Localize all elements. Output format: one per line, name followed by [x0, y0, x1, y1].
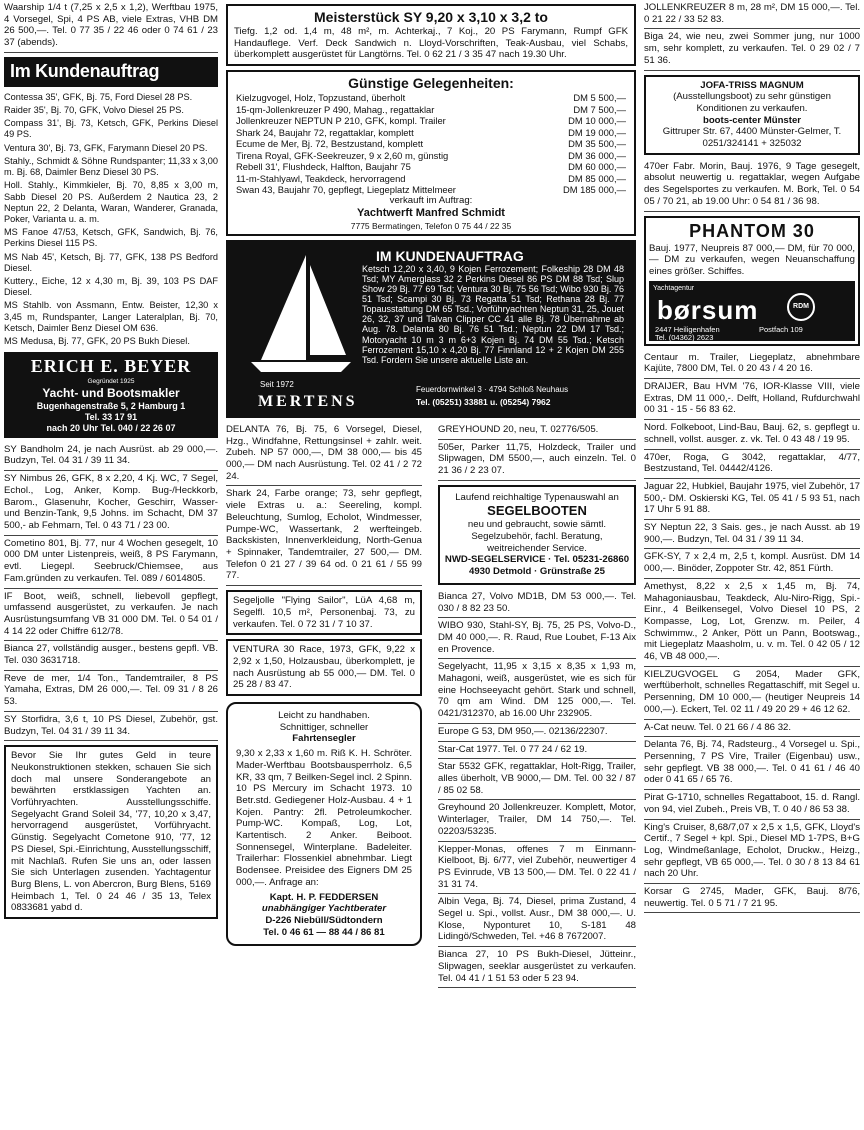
mertens-title: IM KUNDENAUFTRAG [376, 247, 524, 264]
typen-box [438, 485, 636, 585]
middle-right-subcolumn [438, 422, 636, 988]
row-desc: Jollenkreuzer NEPTUN P 210, GFK, kompl. Trailer [236, 115, 446, 127]
list-item: DRAIJER, Bau HVM '76, IOR-Klasse VIII, viele Extras, DM 11 000,-. Delft, Holland, Rufdurchwahl 00 31 - 15 - 56 83 62. [644, 379, 860, 420]
list-item: DELANTA 76, Bj. 75, 6 Vorsegel, Diesel, Hzg., Windfahne, Rettungsinsel + zahlr. weit. Zubeh. NP 57 000,—, DM 38 000,— bis 45 000,— DM nach Ausrüstung. Tel. 02 41 / 2 72 24. [226, 422, 422, 487]
list-item: MS Stahlb. von Assmann, Entw. Beister, 12,30 x 3,45 m, Rundspanter, Langer Lateralplan, Bj. 70, Ketsch, Daimler Benz Diesel OM 636. [4, 300, 218, 333]
borsum-box: Postfach 109 [759, 324, 803, 334]
list-item: 470er Fabr. Morin, Bauj. 1976, 9 Tage gesegelt, absolut neuwertig u. regattaklar, wegen Aufgabe des Segelsportes zu verkaufen. M. Bork, Tel. 0 54 05 / 70 21, ab 19.00 Uhr: 0 54 81 / 36 98. [644, 159, 860, 212]
guenstig-footer1: verkauft im Auftrag: [389, 195, 473, 207]
list-item: Reve de mer, 1/4 Ton., Tandemtrailer, 8 PS Yamaha, Extras, DM 26 000,—. Tel. 09 31 / 8 26 53. [4, 671, 218, 712]
list-item: Raider 35', Bj. 70, GFK, Volvo Diesel 25 PS. [4, 104, 184, 115]
list-item: Shark 24, Farbe orange; 73, sehr gepflegt, viele Extras u. a.: Seereling, kompl. Beleuchtung, Sumlog, Echolot, Windmesser, Pumpe-WC, Wassertank, 2 werfteingeb. Backskisten, Innenverkleidung, North-Genua + Spinnaker, Tandemtrailer, 27 500,— DM. Telefon 0 21 27 / 39 64 od. 0 21 61 / 55 99 77. [226, 486, 422, 586]
guenstig-box [226, 70, 636, 236]
table-row [236, 127, 626, 138]
mertens-body: Ketsch 12,20 x 3,40, 9 Kojen Ferrozement; Folkeship 28 DM 48 Tsd; MY Amerglass 32 2 Perkins Diesel 86 PS DM 88 Tsd; Slup Show 29 Bj. 77 69 Tsd; Ventura 30 Bj. 75 56 Tsd; Wibo 930 Bj. 76 51 Tsd; Scampi 30 Bj. 73 Regatta 51 Tsd; Rethana 28 Bj. 77 Topausstattung DM 65 Tsd.; Vorführyachten Neptun 31, 25, Jouet 26, 32, 37 und Talvan Clipper CC 41 alle Bj. 78 Übernahme ab Aug. 78. Delanta 80 Bj. 76 51 Tsd.; Neptun 22 DM 17 Tsd.; Motoryacht 10 m 3 m 6+3 Kojen Bj. 74 DM 55 Tsd.; Ketsch Ferrozement 15,10 x 4,20 Bj. 77 Finnland 12 + 2 Kojen DM 255 Tsd. Fordern Sie unsere aktuelle Liste an. [362, 263, 624, 365]
row-price: DM 85 000,— [568, 172, 626, 184]
list-item: Jaguar 22, Hubkiel, Baujahr 1975, viel Zubehör, 17 500,- DM. Oskierski KG, Tel. 05 41 / 5 93 51, nach 17 Uhr 5 91 88. [644, 479, 860, 520]
list-item: Star-Cat 1977. Tel. 0 77 24 / 62 19. [438, 742, 636, 760]
list-item: WIBO 930, Stahl-SY, Bj. 75, 25 PS, Volvo-D., DM 40 000,—. R. Raud, Rue Loubet, F-13 Aix en Provence. [438, 618, 636, 659]
mertens-address: Feuerdornwinkel 3 · 4794 Schloß Neuhaus [416, 384, 569, 394]
table-row [236, 150, 626, 161]
list-item: Delanta 76, Bj. 74, Radsteurg., 4 Vorsegel u. Spi., Persenning, 7 PS Vire, Trailer (Eigenbau) usw., sehr gepflegt. VB 38 000,—. Tel. 0 41 61 / 46 40 oder 0 41 65 / 65 76. [644, 737, 860, 790]
list-item: JOLLENKREUZER 8 m, 28 m², DM 15 000,—. Tel. 0 21 22 / 33 52 83. [644, 0, 860, 29]
list-item: Segeljolle "Flying Sailor", LüA 4,68 m, Segelfl. 10,5 m², Personenbaj. 73, zu verkaufen. Tel. 0 72 31 / 7 10 37. [226, 590, 422, 635]
jofa-line: Gittruper Str. 67, 4400 Münster-Gelmer, T. 0251/324141 + 325032 [662, 126, 842, 150]
list-item: Stahly., Schmidt & Söhne Rundspanter; 11,33 x 3,00 m. Bj. 68, Daimler Benz Diesel 30 PS. [4, 155, 218, 178]
list-item: GFK-SY, 7 x 2,4 m, 2,5 t, kompl. Ausrüst. DM 14 000,—. Binöder, Zoppoter Str. 42, 851 Fürth. [644, 549, 860, 578]
row-desc: Tirena Royal, GFK-Seekreuzer, 9 x 2,60 m, günstig [236, 149, 449, 161]
typen-title: SEGELBOOTEN [487, 503, 587, 519]
list-item: IF Boot, weiß, schnell, liebevoll gepflegt, umfassend ausgerüstet, zu verkaufen. Je nach Ausrüstungsumfang VB 31 000 DM. Tel. 0 54 01 / 4 14 22 oder Chiffre 612/78. [4, 589, 218, 642]
row-desc: Swan 43, Baujahr 70, gepflegt, Liegeplatz Mittelmeer [236, 184, 456, 196]
row-desc: Ecume de Mer, Bj. 72, Bestzustand, komplett [236, 138, 424, 150]
beyer-address: Bugenhagenstraße 5, 2 Hamburg 1 [36, 400, 186, 411]
typen-line: Laufend reichhaltige Typenauswahl an [455, 491, 619, 503]
borsum-name: børsum [657, 294, 759, 325]
table-row [236, 115, 626, 126]
column-right [644, 0, 860, 913]
meister-title: Meisterstück SY 9,20 x 3,10 x 3,2 to [314, 9, 548, 25]
guenstig-title: Günstige Gelegenheiten: [348, 75, 514, 92]
list-item: MS Nab 45', Ketsch, Bj. 77, GFK, 138 PS Bedford Diesel. [4, 251, 218, 273]
list-item: SY Nimbus 26, GFK, 8 x 2,20, 4 Kj. WC, 7 Segel, Echol., Log, Anker, Komp. Bug-/Heckkorb, Barom., Glasenuhr, Kocher, Geschirr, Wasser- und Benzin-Tank, 9,5 Johns. im Schacht, DM 37 500,- ab Fehmarn, Tel. 0 43 71 / 23 00. [4, 471, 218, 536]
beyer-title: Yacht- und Bootsmakler [42, 386, 180, 401]
row-price: DM 5 500,— [573, 92, 626, 104]
list-item: 505er, Parker 11,75, Holzdeck, Trailer und Slipwagen, DM 5500,—, auch einzeln. Tel. 0 21 36 / 2 23 07. [438, 440, 636, 481]
borsum-addr: 2447 Heiligenhafen [655, 324, 720, 334]
fed-line: Tel. 0 46 61 — 88 44 / 86 81 [263, 926, 385, 938]
list-item: Klepper-Monas, offenes 7 m Einmann-Kielboot, Bj. 6/77, viel Zubehör, neuwertiger 4 PS Evinrude, VB 13 500,— DM. Tel. 0 22 41 / 31 31 74. [438, 842, 636, 895]
row-price: DM 10 000,— [568, 115, 626, 127]
phantom-title: PHANTOM 30 [689, 220, 815, 241]
table-row [236, 138, 626, 149]
rdm-seal: RDM [787, 293, 815, 321]
row-desc: Rebell 31', Flushdeck, Halfton, Baujahr 75 [236, 161, 411, 173]
row-desc: 11-m-Stahlyawl, Teakdeck, hervorragend [236, 172, 406, 184]
jofa-box [644, 75, 860, 155]
typen-line: NWD-SEGELSERVICE · Tel. 05231-26860 [444, 554, 630, 566]
mertens-box [226, 240, 636, 418]
row-desc: 15-qm-Jollenkreuzer P 490, Mahag., regattaklar [236, 103, 435, 115]
jofa-line: (Ausstellungsboot) zu sehr günstigen Konditionen zu verkaufen. [673, 91, 831, 114]
phantom-box [644, 216, 860, 346]
list-item: Star 5532 GFK, regattaklar, Holt-Rigg, Trailer, alles überholt, VB 9000,— DM. Tel. 00 32 / 87 / 85 02 58. [438, 759, 636, 800]
list-item: Contessa 35', GFK, Bj. 75, Ford Diesel 28 PS. [4, 91, 193, 102]
table-row [236, 104, 626, 115]
list-item: MS Fanoe 47/53, Ketsch, GFK, Sandwich, Bj. 76, Perkins Diesel 115 PS. [4, 227, 218, 249]
meister-text: Tiefg. 1,2 od. 1,4 m, 48 m², m. Achterkaj., 7 Koj., 20 PS Farymann, Rumpf GFK Handauflege. Verf. Deck Sandwich n. Lloyd-Vorschriften, Teak-Ausbau, viel Schabs, überkomplett ausgerüstet für Langtörns. Tel. 0 62 21 / 3 35 47 nach 19.30 Uhr. [234, 26, 628, 61]
beyer-box [4, 352, 218, 437]
column-left [4, 0, 218, 923]
list-item: Amethyst, 8,22 x 2,5 x 1,45 m, Bj. 74, Mahagoniausbau, Teakdeck, Alu-Niro-Rigg, Spi.-Einr., 4 Beilkensegel, Volvo Diesel 10 PS, 2 Kompasse, Log, Lot, Grenzw. m. Peiler, 4 Schwimmw., 2 Anker, Pött un Pann, Bootswag., mit Liegeplatz Maasholm, u. v. m. Tel. 0 42 05 / 12 46, VB 48 000,—. [644, 579, 860, 667]
phantom-text: Bauj. 1977, Neupreis 87 000,— DM, für 70 000,— DM zu verkaufen, wegen Neuanschaffung eines größer. Schiffes. [649, 242, 855, 277]
list-item: Biga 24, wie neu, zwei Sommer jung, nur 1000 sm, sehr komplett, zu verkaufen. Tel. 0 29 02 / 7 51 36. [644, 29, 860, 70]
guenstig-footer3: 7775 Bermatingen, Telefon 0 75 44 / 22 35 [350, 220, 512, 231]
list-item: 470er, Roga, G 3042, regattaklar, 4/77, Bestzustand, Tel. 04442/4126. [644, 450, 860, 479]
row-price: DM 7 500,— [573, 103, 626, 115]
list-item: Centaur m. Trailer, Liegeplatz, abnehmbare Kajüte, 7800 DM, Tel. 0 20 43 / 4 20 16. [644, 350, 860, 379]
middle-lower [226, 422, 636, 1102]
list-item: Bianca 27, Volvo MD1B, DM 53 000,—. Tel. 030 / 8 82 23 50. [438, 589, 636, 618]
list-item: Holl. Stahly., Kimmkieler, Bj. 70, 8,85 x 3,00 m, Sabb Diesel 20 PS. Außerdem 2 Nautica 23, 2 Neptun 22, 2 Delanta, Waran, Wanderer, Granada, Poker, Varianta u. a. m. [4, 180, 218, 224]
list-item: Korsar G 2745, Mader, GFK, Bauj. 8/76, neuwertig. Tel. 0 5 71 / 7 21 95. [644, 884, 860, 913]
list-item: GREYHOUND 20, neu, T. 02776/505. [438, 422, 636, 440]
beyer-tel: Tel. 33 17 91 [84, 411, 138, 422]
table-row [236, 92, 626, 103]
fed-line: 9,30 x 2,33 x 1,60 m. Riß K. H. Schröter. Mader-Werftbau Bootsbausperrholz. 6,5 KR, 33 qm, 7 Beilken-Segel incl. 2 Spinn. 10 PS Mercury im Schacht 1973. 10 Betr.std. Gediegener Holz-Ausbau. 4 + 1 Kojen. Pantry: 2fl. Petroleumkocher. Pump-WC. Kompaß, Log, Lot, Kartentisch. 2 Anker. Beiboot. Sonnensegel, Winterplane. Badeleiter. Trailerhar: Flossenkiel abnehmbar. Liegt Bodensee. Preisidee des Eigners DM 25 000,—. Anfrage an: [236, 748, 412, 888]
column-middle [226, 0, 636, 1102]
fed-line: Schnittiger, schneller [279, 721, 369, 733]
mertens-logo: MERTENS [258, 392, 358, 410]
guenstig-footer2: Yachtwerft Manfred Schmidt [357, 207, 505, 220]
sailboat-icon [246, 250, 356, 375]
list-item: Pirat G-1710, schnelles Regattaboot, 15. d. Rangl. von 94, viel Zubeh., Preis VB, T. 0 40 / 86 53 38. [644, 790, 860, 819]
beyer-hours: nach 20 Uhr Tel. 040 / 22 26 07 [46, 422, 176, 433]
table-row [236, 161, 626, 172]
mertens-tel: Tel. (05251) 33881 u. (05254) 7962 [416, 396, 551, 407]
list-item: KIELZUGVOGEL G 2054, Mader GFK, werftüberholt, schnelles Regattaschiff, mit Segel u. Persenning, DM 10 000,— (heutiger Neupreis 14 000,—). Eckert, Tel. 02 11 / 49 20 29 + 46 12 62. [644, 667, 860, 720]
list-item: A-Cat neuw. Tel. 0 21 66 / 4 86 32. [644, 720, 860, 738]
list-item: Kuttery., Eiche, 12 x 4,30 m, Bj. 39, 103 PS DAF Diesel. [4, 276, 218, 298]
fed-line: unabhängiger Yachtberater [261, 903, 387, 915]
fed-line: D-226 Niebüll/Südtondern [265, 914, 383, 926]
list-item: Compass 31', Bj. 73, Ketsch, GFK, Perkins Diesel 49 PS. [4, 118, 218, 140]
ad-bevor-box: Bevor Sie Ihr gutes Geld in teure Neukonstruktionen stekken, schauen Sie sich doch mal unsere Sonderangebote an bewährten erstklassigen Yachten an. Vorführyachten. Ausstellungsschiffe. Segelyacht Grand Soleil 34, '77, 10,20 x 3,47, hervorragend ausgerüstet, Vorführyacht. Günstig. Segelyacht Cometone 910, '77, 12 PS Diesel, Spi.-Einrichtung, Ausstellungsschiff, mit Nachlaß. Rufen Sie uns an, oder lassen Sie sich Unterlagen zusenden. Yachtagentur Burg Blens, L. von Abercron, Burg Blens, 5169 Heimbach 1, Tel. 0 24 46 / 35 13, Telex 0833681 yabd d. [4, 745, 218, 919]
row-desc: Shark 24, Baujahr 72, regattaklar, komplett [236, 126, 414, 138]
fed-line: Kapt. H. P. FEDDERSEN [269, 891, 379, 903]
row-desc: Kielzugvogel, Holz, Topzustand, überholt [236, 92, 406, 104]
list-item: Bianca 27, vollständig ausger., bestens gepfl. VB. Tel. 030 3631718. [4, 641, 218, 670]
typen-line: neu und gebraucht, sowie sämtl. Segelzubehör, fachl. Beratung, weitreichender Service. [467, 519, 607, 554]
beyer-name: ERICH E. BEYER [30, 356, 192, 377]
borsum-tel: Tel. (04362) 2623 [655, 332, 714, 342]
beyer-since: Gegründet 1925 [87, 378, 135, 386]
mertens-since: Seit 1972 [260, 379, 294, 389]
borsum-logo [649, 281, 855, 341]
list-item: Cometino 801, Bj. 77, nur 4 Wochen gesegelt, 10 000 DM unter Listenpreis, weiß, 8 PS Farymann, evtl. Liegepl. Seebruck/Chiemsee, aus Fam.gründen zu verkaufen. Tel. 089 / 6014805. [4, 536, 218, 589]
table-row [236, 184, 626, 195]
row-price: DM 36 000,— [568, 149, 626, 161]
list-item: Greyhound 20 Jollenkreuzer. Komplett, Motor, Winterlager, Trailer, DM 14 750,—. Tel. 02203/53235. [438, 800, 636, 841]
jofa-line: boots-center Münster [702, 114, 802, 126]
list-item: Albin Vega, Bj. 74, Diesel, prima Zustand, 4 Segel u. Spi., vollst. Ausr., DM 38 000,—. U. Klose, Nyponturet 10, S-181 48 Lidingö/Schweden, Tel. +46 8 7672007. [438, 894, 636, 947]
list-item: SY Neptun 22, 3 Sais. ges., je nach Ausst. ab 19 900,—. Budzyn, Tel. 04 31 / 39 11 34. [644, 520, 860, 549]
list-item: King's Cruiser, 8,68/7,07 x 2,5 x 1,5, GFK, Lloyd's Certif., 7 Segel + kpl. Spi., Diesel MD 1-7PS, B+G Log, Windmeßanlage, Echolot, Druckw., Heizg., sehr gepflegt, VB 65 000,—. Tel. 0 30 / 8 13 84 61 nach 20 Uhr. [644, 820, 860, 885]
list-item: SY Storfidra, 3,6 t, 10 PS Diesel, Zubehör, gst. Budzyn, Tel. 04 31 / 39 11 34. [4, 712, 218, 741]
jofa-title: JOFA-TRISS MAGNUM [700, 79, 804, 91]
ad-waarship: Waarship 1/4 t (7,25 x 2,5 x 1,2), Werftbau 1975, 4 Vorsegel, Spi, 4 PS AB, viele Extras, VHB DM 26 500,—. Tel. 0 77 35 / 22 46 oder 0 74 61 / 23 37 (abends). [4, 0, 218, 53]
row-price: DM 19 000,— [568, 126, 626, 138]
fed-line: Leicht zu handhaben. [278, 710, 370, 722]
list-item: Ventura 30', Bj. 73, GFK, Farymann Diesel 20 PS. [4, 142, 208, 153]
fed-line: Fahrtensegler [292, 733, 356, 745]
list-item: VENTURA 30 Race, 1973, GFK, 9,22 x 2,92 x 1,50, Holzausbau, überkomplett, je nach Ausrüstung ab 55 000,— DM. Tel. 0 25 28 / 83 47. [226, 639, 422, 696]
banner-kundenauftrag: Im Kundenauftrag [4, 57, 218, 87]
row-price: DM 60 000,— [568, 161, 626, 173]
row-price: DM 35 500,— [568, 138, 626, 150]
list-item: Segelyacht, 11,95 x 3,15 x 8,35 x 1,93 m, Mahagoni, weiß, ausgerüstet, wie es sich für eine Hochseeyacht gehört. Stark und schnell, 70 qm am Wind. DM 125 000,—. Tel. 0421/312370, ab 16.00 Uhr 232905. [438, 659, 636, 724]
kunden-list [4, 91, 218, 349]
list-item: MS Medusa, Bj. 77, GFK, 20 PS Bukh Diesel. [4, 336, 190, 347]
typen-line: 4930 Detmold · Grünstraße 25 [469, 566, 605, 578]
list-item: Europe G 53, DM 950,—. 02136/22307. [438, 724, 636, 742]
list-item: Bianca 27, 10 PS Bukh-Diesel, Jütteinr., Slipwagen, seeklar ausgerüstet zu verkaufen. Tel. 04 41 / 1 51 53 oder 5 23 94. [438, 947, 636, 988]
meister-box [226, 4, 636, 66]
feddersen-box [226, 702, 422, 946]
middle-left-subcolumn [226, 422, 422, 946]
borsum-agency: Yachtagentur [653, 284, 695, 292]
row-price: DM 185 000,— [562, 184, 626, 196]
list-item: Nord. Folkeboot, Lind-Bau, Bauj. 62, s. gepflegt u. schnell, vollst. ausger. z. vk. Tel. 0 43 48 / 19 95. [644, 420, 860, 449]
table-row [236, 173, 626, 184]
list-item: SY Bandholm 24, je nach Ausrüst. ab 29 000,—. Budzyn, Tel. 04 31 / 39 11 34. [4, 442, 218, 471]
